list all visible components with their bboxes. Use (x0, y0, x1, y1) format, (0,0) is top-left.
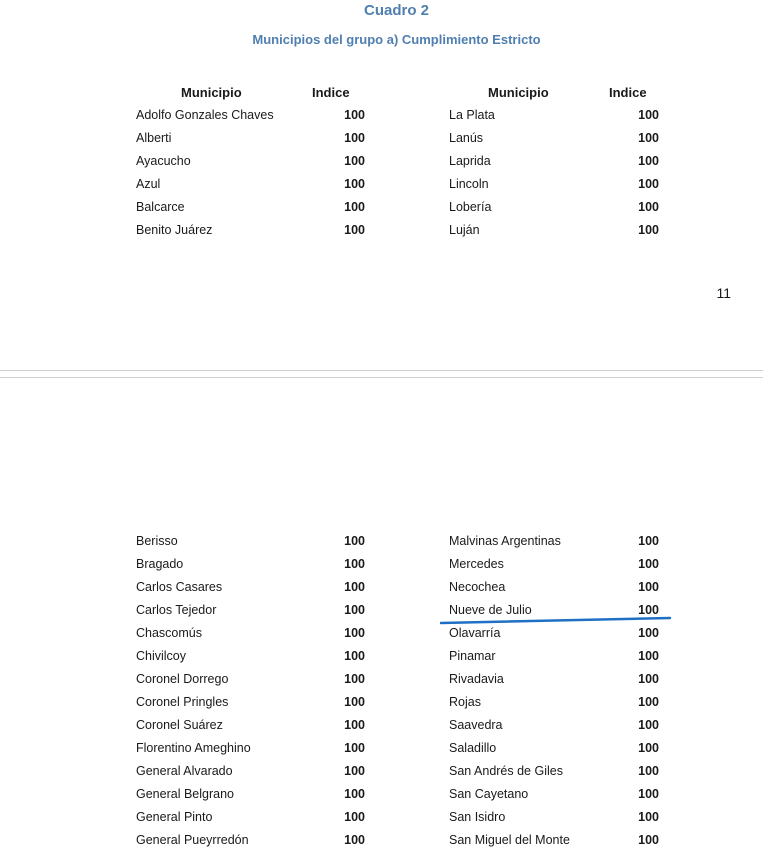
municipio-name: Coronel Suárez (136, 718, 223, 732)
table-row (449, 530, 659, 553)
indice-value: 100 (638, 131, 659, 145)
indice-value: 100 (638, 741, 659, 755)
municipio-name: Chascomús (136, 626, 202, 640)
municipio-name: Saladillo (449, 741, 497, 755)
indice-value: 100 (344, 672, 365, 686)
indice-value: 100 (344, 787, 365, 801)
municipio-name: General Pinto (136, 810, 213, 824)
indice-value: 100 (344, 603, 365, 617)
municipio-name: Ayacucho (136, 154, 191, 168)
municipio-name: Alberti (136, 131, 172, 145)
indice-value: 100 (344, 810, 365, 824)
table-row (449, 691, 659, 714)
municipio-name: Rojas (449, 695, 481, 709)
document-page-1 (0, 0, 763, 370)
table-row (449, 806, 659, 829)
table-row (136, 553, 365, 576)
header-indice-left: Indice (312, 85, 350, 100)
municipio-name: Necochea (449, 580, 506, 594)
table-row (136, 622, 365, 645)
indice-value: 100 (638, 200, 659, 214)
table-row (136, 219, 365, 242)
indice-value: 100 (344, 626, 365, 640)
indice-value: 100 (638, 833, 659, 847)
indice-value: 100 (638, 223, 659, 237)
indice-value: 100 (344, 534, 365, 548)
table-row (449, 576, 659, 599)
municipio-name: San Andrés de Giles (449, 764, 563, 778)
municipio-name: General Alvarado (136, 764, 233, 778)
indice-value: 100 (638, 695, 659, 709)
table-row (136, 714, 365, 737)
header-municipio-left: Municipio (181, 85, 242, 100)
indice-value: 100 (638, 649, 659, 663)
table-row (449, 783, 659, 806)
indice-value: 100 (344, 200, 365, 214)
municipio-name: Lanús (449, 131, 484, 145)
table-row (136, 645, 365, 668)
table-row (136, 760, 365, 783)
municipio-name: Azul (136, 177, 161, 191)
municipio-name: San Miguel del Monte (449, 833, 570, 847)
indice-value: 100 (638, 810, 659, 824)
table-row (449, 645, 659, 668)
header-municipio-right: Municipio (488, 85, 549, 100)
municipio-name: San Cayetano (449, 787, 529, 801)
indice-value: 100 (344, 108, 365, 122)
table-row (136, 668, 365, 691)
indice-value: 100 (344, 177, 365, 191)
municipio-name: Coronel Pringles (136, 695, 229, 709)
indice-value: 100 (344, 833, 365, 847)
table-row (136, 783, 365, 806)
table-row (449, 173, 659, 196)
table-row (136, 196, 365, 219)
municipio-name: Nueve de Julio (449, 603, 532, 617)
page-separator (0, 370, 763, 378)
municipio-name: Benito Juárez (136, 223, 213, 237)
indice-value: 100 (638, 672, 659, 686)
table-row (136, 127, 365, 150)
indice-value: 100 (638, 108, 659, 122)
municipio-name: General Belgrano (136, 787, 234, 801)
indice-value: 100 (638, 626, 659, 640)
municipio-name: Rivadavia (449, 672, 504, 686)
municipio-name: Carlos Casares (136, 580, 223, 594)
indice-value: 100 (638, 580, 659, 594)
indice-value: 100 (638, 557, 659, 571)
table-row (449, 714, 659, 737)
table-row (449, 737, 659, 760)
indice-value: 100 (344, 695, 365, 709)
municipio-name: Saavedra (449, 718, 503, 732)
municipio-name: Olavarría (449, 626, 501, 640)
municipio-name: Mercedes (449, 557, 504, 571)
indice-value: 100 (344, 580, 365, 594)
municipio-name: Coronel Dorrego (136, 672, 229, 686)
table-row (449, 668, 659, 691)
table-row (449, 104, 659, 127)
indice-value: 100 (344, 764, 365, 778)
underline-annotation (440, 614, 672, 626)
table-row (449, 127, 659, 150)
table-row (449, 196, 659, 219)
municipio-name: Pinamar (449, 649, 496, 663)
indice-value: 100 (344, 741, 365, 755)
table-row (449, 829, 659, 852)
indice-value: 100 (638, 787, 659, 801)
table-row (136, 806, 365, 829)
table-row (136, 829, 365, 852)
table-row (136, 530, 365, 553)
table-row (136, 737, 365, 760)
municipio-name: Chivilcoy (136, 649, 187, 663)
indice-value: 100 (344, 718, 365, 732)
page-number: 11 (716, 285, 731, 301)
table-row (136, 104, 365, 127)
municipio-name: Laprida (449, 154, 491, 168)
municipio-name: Lobería (449, 200, 492, 214)
municipio-name: Berisso (136, 534, 178, 548)
municipio-name: Balcarce (136, 200, 185, 214)
municipio-name: Adolfo Gonzales Chaves (136, 108, 274, 122)
header-indice-right: Indice (609, 85, 647, 100)
indice-value: 100 (344, 131, 365, 145)
municipio-name: Luján (449, 223, 480, 237)
indice-value: 100 (344, 557, 365, 571)
municipio-name: San Isidro (449, 810, 506, 824)
table-row (449, 553, 659, 576)
municipio-name: Malvinas Argentinas (449, 534, 561, 548)
table-title: Cuadro 2 (363, 2, 429, 19)
indice-value: 100 (638, 603, 659, 617)
indice-value: 100 (638, 718, 659, 732)
table-row (449, 219, 659, 242)
indice-value: 100 (638, 764, 659, 778)
table-row (136, 599, 365, 622)
indice-value: 100 (638, 154, 659, 168)
table-row (136, 150, 365, 173)
table-row (136, 576, 365, 599)
indice-value: 100 (638, 534, 659, 548)
table-subtitle: Municipios del grupo a) Cumplimiento Estricto (252, 32, 541, 47)
indice-value: 100 (344, 649, 365, 663)
table-row (136, 173, 365, 196)
indice-value: 100 (638, 177, 659, 191)
municipio-name: Bragado (136, 557, 184, 571)
municipio-name: Lincoln (449, 177, 489, 191)
municipio-name: La Plata (449, 108, 495, 122)
indice-value: 100 (344, 223, 365, 237)
table-row (449, 760, 659, 783)
table-row (449, 150, 659, 173)
municipio-name: Florentino Ameghino (136, 741, 251, 755)
municipio-name: General Pueyrredón (136, 833, 249, 847)
municipio-name: Carlos Tejedor (136, 603, 217, 617)
table-row (136, 691, 365, 714)
indice-value: 100 (344, 154, 365, 168)
